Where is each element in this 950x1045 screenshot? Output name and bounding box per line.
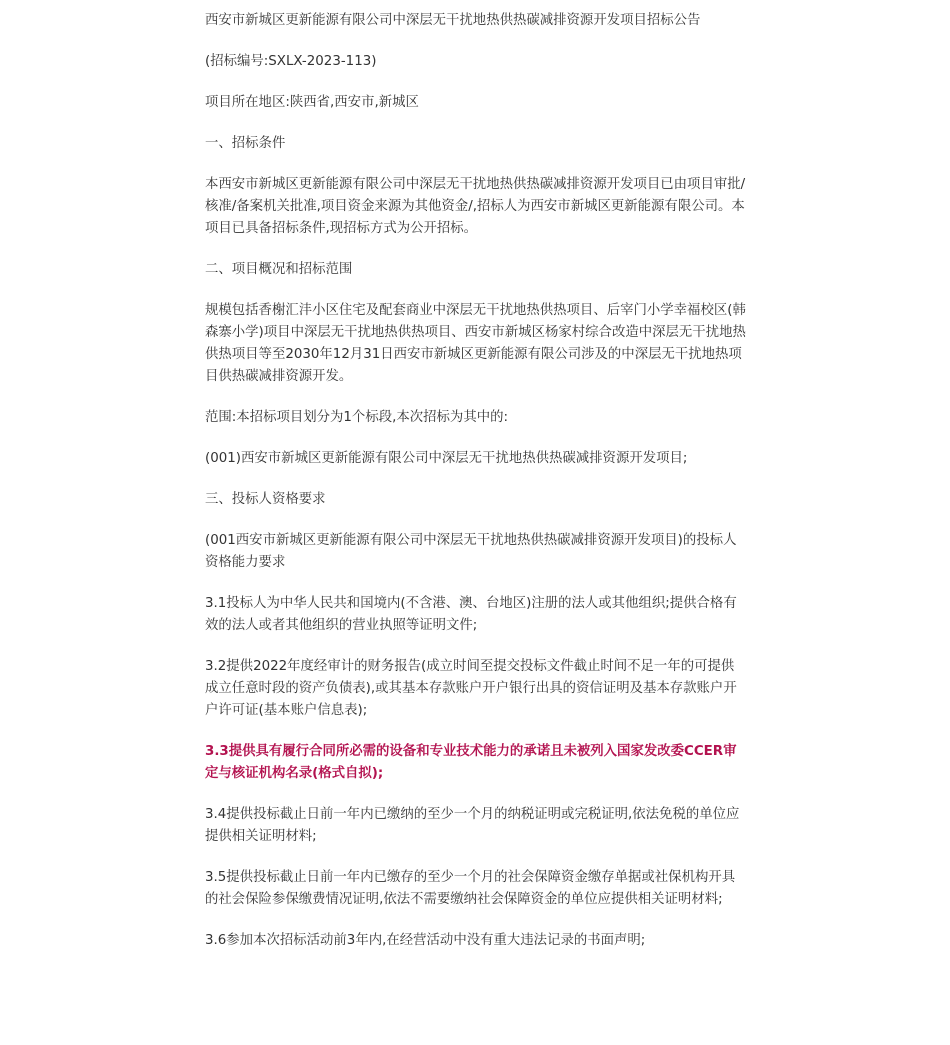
document-title: 西安市新城区更新能源有限公司中深层无干扰地热供热碳减排资源开发项目招标公告 (205, 13, 701, 28)
tender-conditions-body: 本西安市新城区更新能源有限公司中深层无干扰地热供热碳减排资源开发项目已由项目审批/核准/备案机关批准,项目资金来源为其他资金/,招标人为西安市新城区更新能源有限公司。本项目已具备招标条件,现招标方式为公开招标。 (205, 177, 746, 236)
bidder-qualifications-intro: (001西安市新城区更新能源有限公司中深层无干扰地热供热碳减排资源开发项目)的投标人资格能力要求 (205, 533, 737, 570)
project-location: 项目所在地区:陕西省,西安市,新城区 (205, 95, 419, 110)
project-overview-body: 规模包括香榭汇沣小区住宅及配套商业中深层无干扰地热供热项目、后宰门小学幸福校区(韩森寨小学)项目中深层无干扰地热供热项目、西安市新城区杨家村综合改造中深层无干扰地热供热项目等至2030年12月31日西安市新城区更新能源有限公司涉及的中深层无干扰地热项目供热碳减排资源开发。 (205, 303, 746, 384)
tender-number: (招标编号:SXLX-2023-113) (205, 54, 377, 69)
qualification-item-3-2: 3.2提供2022年度经审计的财务报告(成立时间至提交投标文件截止时间不足一年的可提供成立任意时段的资产负债表),或其基本存款账户开户银行出具的资信证明及基本存款账户开户许可证(基本账户信息表); (205, 659, 737, 718)
qualification-item-3-4: 3.4提供投标截止日前一年内已缴纳的至少一个月的纳税证明或完税证明,依法免税的单位应提供相关证明材料; (205, 807, 740, 844)
qualification-item-3-3-highlighted: 3.3提供具有履行合同所必需的设备和专业技术能力的承诺且未被列入国家发改委CCER审定与核证机构名录(格式自拟); (205, 744, 737, 781)
section-heading-tender-conditions: 一、招标条件 (205, 136, 286, 151)
qualification-item-3-1: 3.1投标人为中华人民共和国境内(不含港、澳、台地区)注册的法人或其他组织;提供合格有效的法人或者其他组织的营业执照等证明文件; (205, 596, 737, 633)
qualification-item-3-6: 3.6参加本次招标活动前3年内,在经营活动中没有重大违法记录的书面声明; (205, 933, 646, 948)
tender-scope: 范围:本招标项目划分为1个标段,本次招标为其中的: (205, 410, 509, 425)
announcement-document (205, 10, 747, 971)
section-heading-project-overview: 二、项目概况和招标范围 (205, 262, 353, 277)
qualification-item-3-5: 3.5提供投标截止日前一年内已缴存的至少一个月的社会保障资金缴存单据或社保机构开具的社会保险参保缴费情况证明,依法不需要缴纳社会保障资金的单位应提供相关证明材料; (205, 870, 736, 907)
tender-lot: (001)西安市新城区更新能源有限公司中深层无干扰地热供热碳减排资源开发项目; (205, 451, 688, 466)
section-heading-bidder-qualifications: 三、投标人资格要求 (205, 492, 326, 507)
